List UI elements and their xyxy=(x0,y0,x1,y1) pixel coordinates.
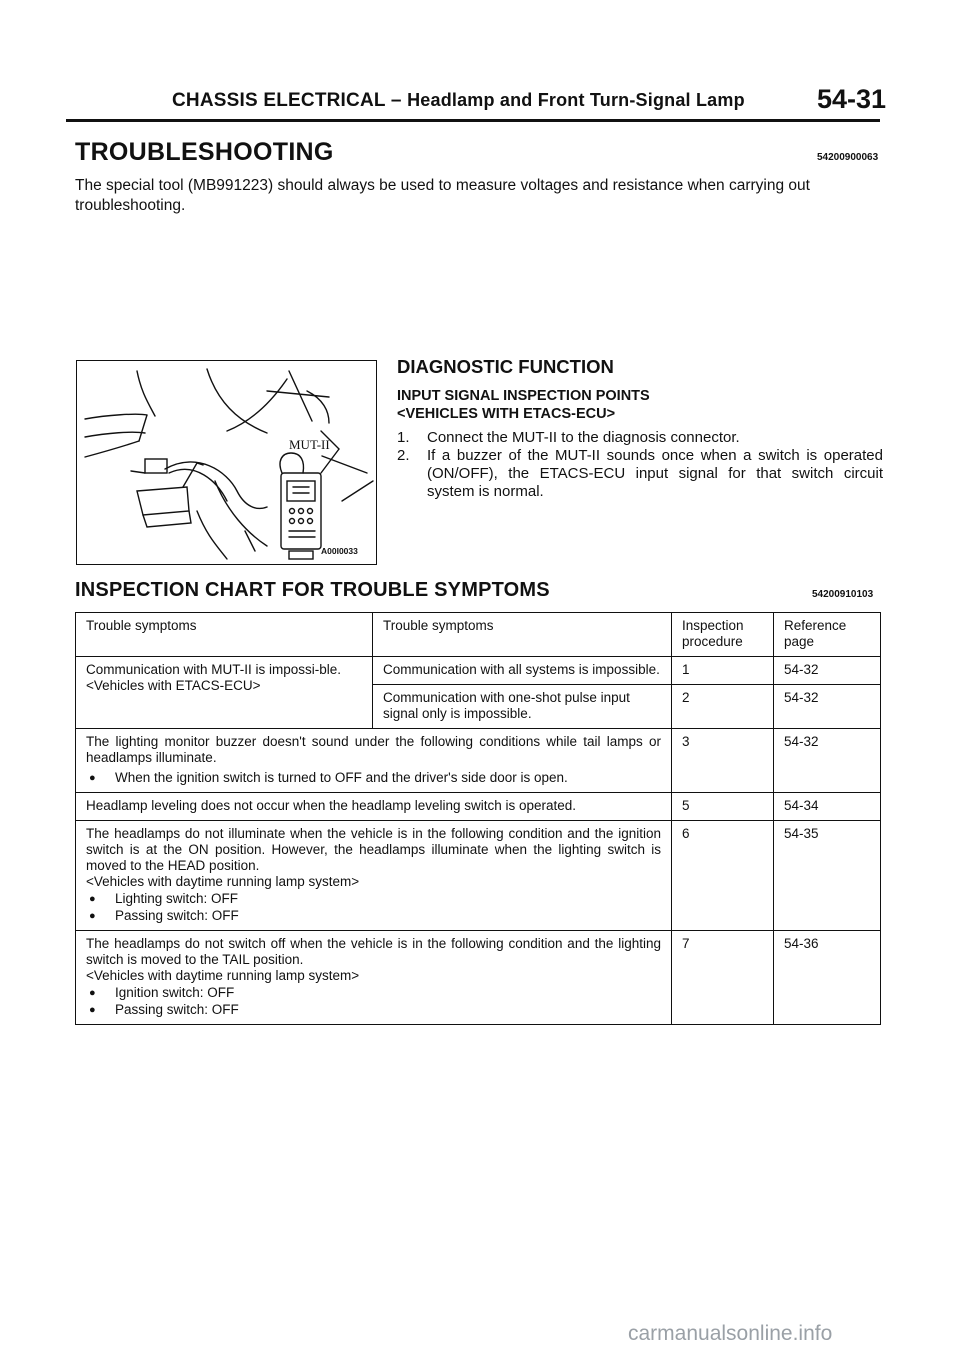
page-cell: 54-35 xyxy=(773,821,879,930)
page-cell: 54-36 xyxy=(773,931,879,1024)
column-header: Inspection procedure xyxy=(671,613,773,656)
procedure-cell: 6 xyxy=(671,821,773,930)
table-row xyxy=(76,820,880,930)
symptom-cell: Communication with MUT-II is impossi-ble. <Vehicles with ETACS-ECU> xyxy=(86,662,342,693)
mut-ii-illustration xyxy=(77,361,375,563)
step-number: 2. xyxy=(397,447,410,464)
symptom-text: The lighting monitor buzzer doesn't sound under the following conditions while tail lamps or headlamps illuminate. xyxy=(86,734,661,765)
figure-code: A00I0033 xyxy=(321,546,358,556)
procedure-cell: 1 xyxy=(671,657,773,684)
diagnostic-step xyxy=(397,429,883,447)
vehicle-note: <Vehicles with daytime running lamp system> xyxy=(86,968,360,983)
table-header-row xyxy=(76,613,880,656)
detail-cell: Communication with one-shot pulse input signal only is impossible. xyxy=(372,685,671,728)
page-cell: 54-32 xyxy=(773,729,879,792)
section-code: 54200900063 xyxy=(817,152,879,163)
header-rule xyxy=(66,119,880,122)
condition-bullet: ● When the ignition switch is turned to OFF and the driver's side door is open. xyxy=(86,770,661,786)
header-subsection: Headlamp and Front Turn-Signal Lamp xyxy=(407,90,745,110)
inspection-chart-heading: INSPECTION CHART FOR TROUBLE SYMPTOMS xyxy=(75,579,550,601)
symptom-cell xyxy=(76,821,671,930)
page-cell: 54-32 xyxy=(773,657,879,684)
chart-code: 54200910103 xyxy=(812,589,874,600)
diagnostic-steps xyxy=(397,429,883,501)
symptom-text: The headlamps do not illuminate when the vehicle is in the following condition and the ignition switch is at the ON position. However, the headlamps illuminate when the lighting switch is moved to the HEAD position. xyxy=(86,826,661,873)
mut-ii-connection-figure xyxy=(76,360,377,565)
watermark: carmanualsonline.info xyxy=(628,1322,833,1345)
page-header xyxy=(0,84,960,122)
condition-bullet: ● Ignition switch: OFF xyxy=(86,985,661,1001)
symptom-text: The headlamps do not switch off when the vehicle is in the following condition and the lighting switch is moved to the TAIL position. xyxy=(86,936,661,967)
diagnostic-title: DIAGNOSTIC FUNCTION xyxy=(397,356,614,377)
table-row xyxy=(76,930,880,1024)
procedure-cell: 5 xyxy=(671,793,773,820)
symptom-cell: Headlamp leveling does not occur when the headlamp leveling switch is operated. xyxy=(86,798,577,813)
mut-ii-callout: MUT-II xyxy=(289,437,330,452)
diagnostic-subtitle: INPUT SIGNAL INSPECTION POINTS xyxy=(397,388,650,404)
procedure-cell: 2 xyxy=(671,685,773,728)
column-header: Trouble symptoms xyxy=(372,613,671,656)
table-row xyxy=(76,792,880,820)
diagnostic-step xyxy=(397,447,883,501)
table-row xyxy=(76,656,880,728)
sub-rows xyxy=(372,657,880,728)
table-subrow xyxy=(372,657,880,684)
page-cell: 54-34 xyxy=(773,793,879,820)
symptom-cell xyxy=(76,931,671,1024)
troubleshooting-heading: TROUBLESHOOTING xyxy=(75,138,334,166)
procedure-cell: 3 xyxy=(671,729,773,792)
intro-paragraph: The special tool (MB991223) should always be used to measure voltages and resistance when carrying out troubleshooting. xyxy=(75,177,810,214)
header-title xyxy=(172,90,745,112)
symptom-cell xyxy=(76,729,671,792)
condition-bullet: ● Passing switch: OFF xyxy=(86,908,661,924)
header-dash: – xyxy=(390,90,402,111)
step-text: Connect the MUT-II to the diagnosis connector. xyxy=(427,429,740,446)
diagnostic-vehicle: <VEHICLES WITH ETACS-ECU> xyxy=(397,406,616,422)
step-text: If a buzzer of the MUT-II sounds once when a switch is operated (ON/OFF), the ETACS-ECU input signal for that switch circuit system is normal. xyxy=(427,447,883,500)
vehicle-note: <Vehicles with daytime running lamp system> xyxy=(86,874,360,889)
table-row xyxy=(76,728,880,792)
header-section: CHASSIS ELECTRICAL xyxy=(172,90,386,111)
condition-bullet: ● Passing switch: OFF xyxy=(86,1002,661,1018)
inspection-chart-table xyxy=(75,612,881,1025)
table-subrow xyxy=(372,684,880,728)
step-number: 1. xyxy=(397,429,410,446)
condition-bullet: ● Lighting switch: OFF xyxy=(86,891,661,907)
column-header: Reference page xyxy=(773,613,879,656)
page-number: 54-31 xyxy=(817,84,887,114)
procedure-cell: 7 xyxy=(671,931,773,1024)
page-cell: 54-32 xyxy=(773,685,879,728)
diagnostic-function xyxy=(397,356,883,501)
column-header: Trouble symptoms xyxy=(86,618,197,633)
detail-cell: Communication with all systems is impossible. xyxy=(372,657,671,684)
